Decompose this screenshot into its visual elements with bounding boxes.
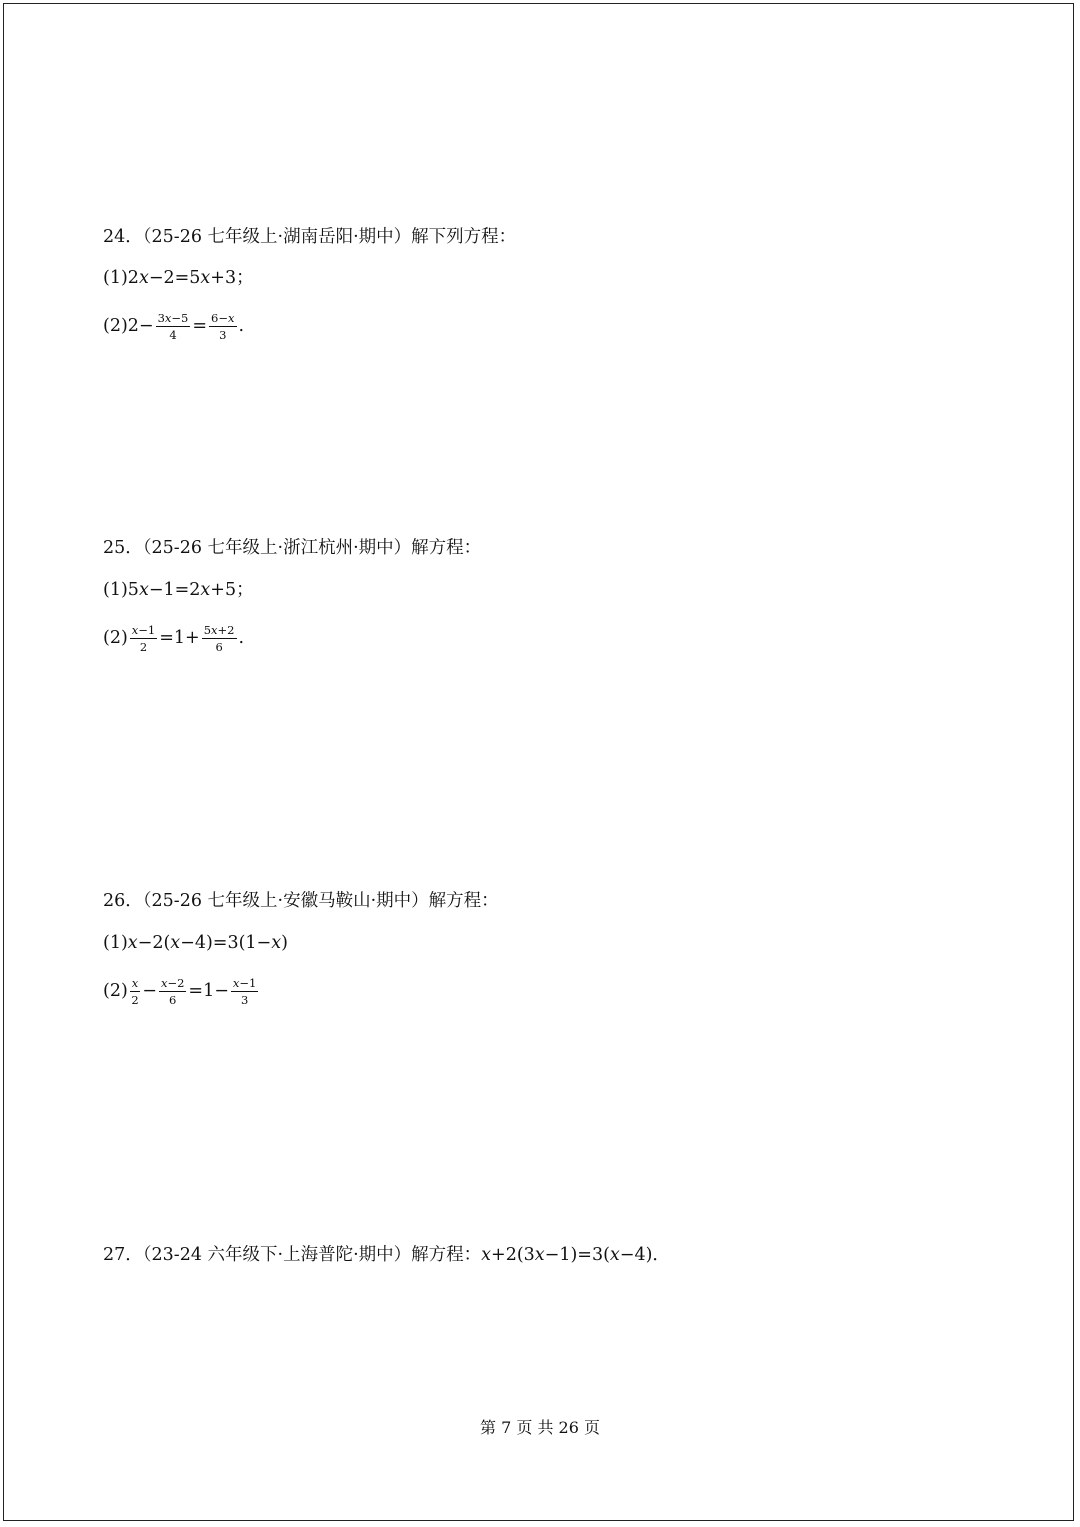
question-26-part-2: (2) $\frac{x}{2}$ − $\frac{x-2}{6}$ =1− $\frac{x-1}{3}$ [103, 976, 257, 1008]
question-25-part-2: (2) $\frac{x-1}{2}$ =1+ $\frac{5x+2}{6}$ . [103, 623, 245, 655]
question-25-part-1: (1)5 x −1=2 x +5； [103, 580, 254, 600]
page-footer: 第 7 页 共 26 页 [480, 1418, 600, 1437]
question-26-part-1: (1) x −2( x −4)=3(1− x ) [103, 933, 288, 953]
question-24-title: 24．（25-26 七年级上·湖南岳阳·期中）解下列方程： [103, 227, 517, 247]
question-27: 27．（23-24 六年级下·上海普陀·期中）解方程： x +2(3 x −1)=3( x −4)． [103, 1245, 670, 1265]
fraction: $\frac{x}{2}$ [131, 976, 139, 1008]
fraction: $\frac{5x+2}{6}$ [203, 623, 235, 655]
fraction: $\frac{3x-5}{4}$ [157, 311, 189, 343]
fraction: $\frac{x-1}{2}$ [131, 623, 156, 655]
fraction: $\frac{6-x}{3}$ [211, 311, 235, 343]
question-26-title: 26．（25-26 七年级上·安徽马鞍山·期中）解方程： [103, 891, 499, 911]
fraction: $\frac{x-1}{3}$ [232, 976, 257, 1008]
question-24-part-1: (1)2 x −2=5 x +3； [103, 268, 254, 288]
fraction: $\frac{x-2}{6}$ [160, 976, 185, 1008]
question-25-title: 25．（25-26 七年级上·浙江杭州·期中）解方程： [103, 538, 482, 558]
question-27-title: 27．（23-24 六年级下·上海普陀·期中）解方程： [103, 1245, 482, 1265]
question-24-part-2: (2)2− $\frac{3x-5}{4}$ = $\frac{6-x}{3}$ . [103, 311, 245, 343]
